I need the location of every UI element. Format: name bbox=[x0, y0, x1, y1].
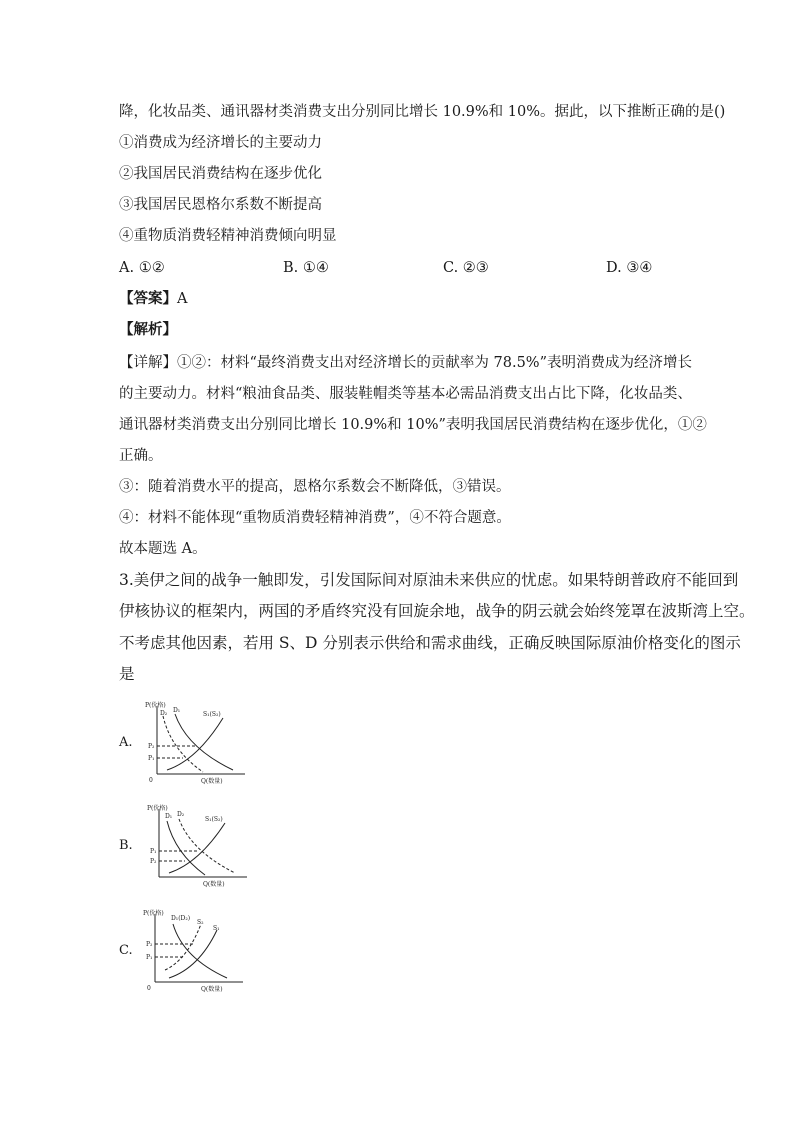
price-label: P₁ bbox=[148, 755, 155, 762]
detail-line: 通讯器材类消费支出分别同比增长 10.9%和 10%”表明我国居民消费结构在逐步优化，①② bbox=[119, 417, 707, 433]
question-line: 不考虑其他因素，若用 S、D 分别表示供给和需求曲线，正确反映国际原油价格变化的图示 bbox=[119, 634, 741, 652]
x-axis-label: Q(数量) bbox=[201, 986, 223, 993]
demand-curve bbox=[173, 924, 227, 978]
figure-c-label: C. bbox=[119, 943, 133, 958]
x-axis-label: Q(数量) bbox=[203, 881, 225, 888]
y-axis-label: P(价格) bbox=[147, 805, 168, 812]
demand-curve-d1 bbox=[167, 821, 205, 875]
option-d: D. ③④ bbox=[606, 260, 653, 276]
figure-a-label: A. bbox=[119, 735, 133, 750]
option-b: B. ①④ bbox=[283, 260, 329, 276]
answer-line bbox=[119, 289, 187, 309]
price-label: P₂ bbox=[148, 743, 155, 750]
price-label: P₁ bbox=[150, 848, 157, 855]
curve-label: D₁(D₂) bbox=[171, 915, 191, 922]
figure-b-graph bbox=[147, 801, 257, 891]
detail-line: ④：材料不能体现“重物质消费轻精神消费”，④不符合题意。 bbox=[119, 510, 511, 526]
figure-c-graph bbox=[143, 906, 253, 996]
curve-label: S₁(S₂) bbox=[205, 816, 223, 823]
demand-curve-d2 bbox=[163, 716, 203, 772]
figure-a-graph bbox=[145, 698, 255, 788]
answer-value: A bbox=[177, 291, 188, 307]
analysis-tag: 【解析】 bbox=[119, 321, 177, 338]
detail-line: 的主要动力。材料“粮油食品类、服装鞋帽类等基本必需品消费支出占比下降，化妆品类、 bbox=[119, 386, 692, 402]
curve-label: S₁(S₂) bbox=[203, 711, 221, 718]
statement-2: ②我国居民消费结构在逐步优化 bbox=[119, 166, 322, 182]
supply-curve bbox=[169, 823, 225, 873]
statement-4: ④重物质消费轻精神消费倾向明显 bbox=[119, 228, 337, 244]
text-line: 降，化妆品类、通讯器材类消费支出分别同比增长 10.9%和 10%。据此，以下推断正确的是() bbox=[119, 104, 726, 120]
origin-label: 0 bbox=[147, 985, 151, 992]
answer-tag: 【答案】 bbox=[119, 290, 177, 307]
y-axis-label: P(价格) bbox=[145, 702, 166, 709]
question-line: 是 bbox=[119, 665, 135, 683]
supply-curve-s1 bbox=[169, 930, 217, 978]
curve-label: D₂ bbox=[160, 710, 168, 717]
price-label: P₂ bbox=[150, 858, 157, 865]
y-axis-label: P(价格) bbox=[143, 910, 164, 917]
curve-label: D₂ bbox=[177, 811, 185, 818]
curve-label: S₂ bbox=[197, 919, 204, 926]
detail-line: 【详解】①②：材料“最终消费支出对经济增长的贡献率为 78.5%”表明消费成为经济增长 bbox=[119, 355, 692, 371]
price-label: P₁ bbox=[146, 954, 153, 961]
x-axis-label: Q(数量) bbox=[201, 778, 223, 785]
option-c: C. ②③ bbox=[443, 260, 489, 276]
detail-line: 正确。 bbox=[119, 448, 163, 464]
question-line: 伊核协议的框架内，两国的矛盾终究没有回旋余地，战争的阴云就会始终笼罩在波斯湾上空。 bbox=[119, 602, 755, 620]
detail-line: ③：随着消费水平的提高，恩格尔系数会不断降低，③错误。 bbox=[119, 479, 511, 495]
figure-b-label: B. bbox=[119, 838, 133, 853]
curve-label: D₁ bbox=[173, 707, 181, 714]
detail-line: 故本题选 A。 bbox=[119, 541, 207, 557]
statement-3: ③我国居民恩格尔系数不断提高 bbox=[119, 197, 322, 213]
option-a: A. ①② bbox=[119, 260, 165, 276]
origin-label: 0 bbox=[149, 777, 153, 784]
price-label: P₂ bbox=[146, 941, 153, 948]
question-line: 3.美伊之间的战争一触即发，引发国际间对原油未来供应的忧虑。如果特朗普政府不能回到 bbox=[119, 571, 739, 589]
supply-curve-s2 bbox=[165, 924, 201, 970]
curve-label: S₁ bbox=[213, 925, 220, 932]
statement-1: ①消费成为经济增长的主要动力 bbox=[119, 135, 322, 151]
curve-label: D₁ bbox=[165, 813, 173, 820]
